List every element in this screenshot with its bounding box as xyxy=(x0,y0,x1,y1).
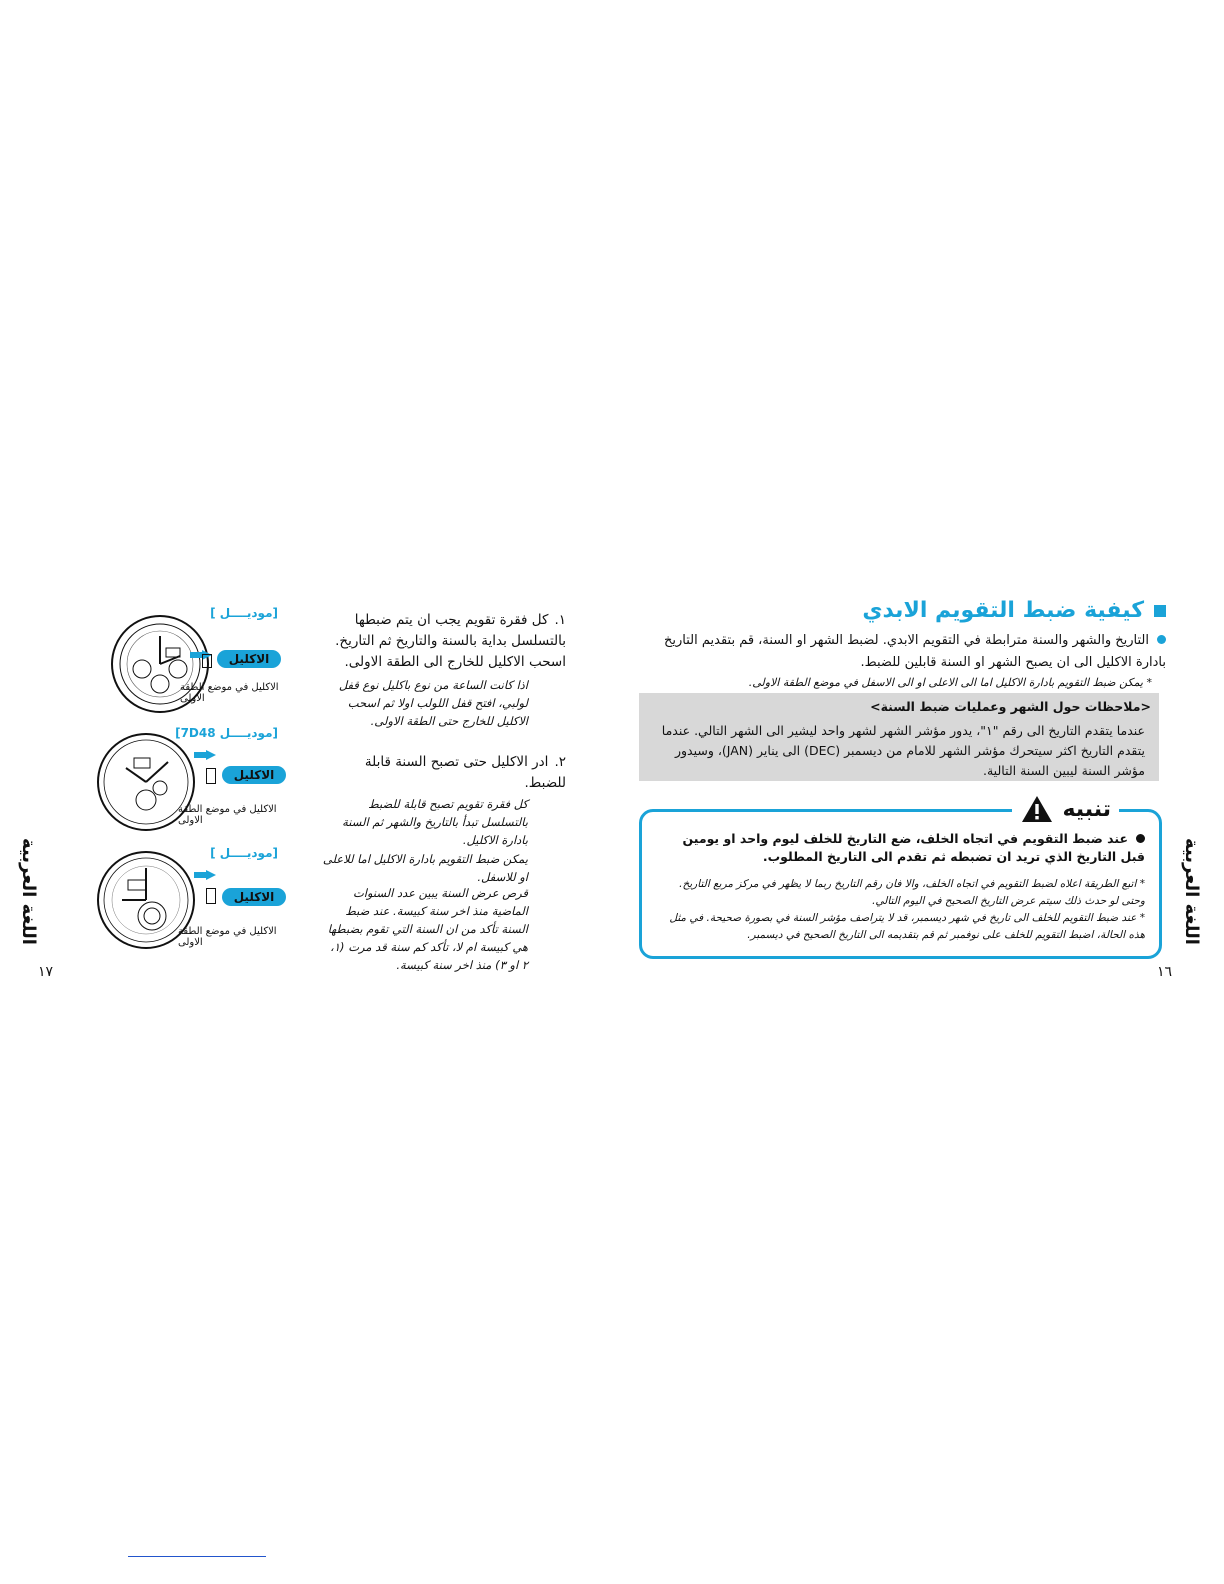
bullet-icon xyxy=(1157,635,1166,644)
step-1-number: ١. xyxy=(554,612,566,628)
caution-note-2: * عند ضبط التقويم للخلف الى تاريخ في شهر ديسمبر، قد لا يتراصف مؤشر السنة في بصورة صحيحة. في مثل هذه الحالة، اضبط التقويم للخلف على نوفمبر ثم قم بتقديمه الى التاريخ الصحيح في ديسمبر. xyxy=(669,912,1145,941)
crown-icon xyxy=(206,768,216,784)
step-2-text: ادر الاكليل حتى تصبح السنة قابلة للضبط. xyxy=(364,754,566,791)
step-2 xyxy=(322,752,566,794)
side-language-label-left: اللغة العربية xyxy=(18,838,39,945)
warning-triangle-icon xyxy=(1020,794,1054,824)
page-number-right: ١٦ xyxy=(1157,964,1173,980)
step-2-note-3: قرص عرض السنة يبين عدد السنوات الماضية منذ اخر سنة كبيسة. عند ضبط السنة تأكد من ان السنة التي تقوم بضبطها هي كبيسة ام لا، تأكد كم سنة قد مرت (١، ٢ او ٣) منذ اخر سنة كبيسة. xyxy=(327,886,528,972)
watch-diagram-2 xyxy=(82,726,292,836)
crown-icon xyxy=(202,654,212,668)
step-2-note-1: كل فقرة تقويم تصبح قابلة للضبط بالتسلسل تبدأ بالتاريخ والشهر ثم السنة بادارة الاكليل. xyxy=(342,797,528,847)
caution-title: تنبيه xyxy=(1062,796,1111,822)
step-1-note: اذا كانت الساعة من نوع باكليل نوع قفل لولبي، افتح قفل اللولب اولا ثم اسحب الاكليل للخارج حتى الطقة الاولى. xyxy=(338,678,528,728)
notes-box xyxy=(639,693,1159,781)
crown-label: الاكليل xyxy=(217,650,281,668)
pull-arrow-icon xyxy=(194,750,216,760)
step-2-note-2: يمكن ضبط التقويم بادارة الاكليل اما للاعلى او للاسفل. xyxy=(322,852,528,884)
step-1-text: كل فقرة تقويم يجب ان يتم ضبطها بالتسلسل بداية بالسنة والتاريخ ثم التاريخ. اسحب الاكليل للخارج الى الطقة الاولى. xyxy=(335,612,566,670)
intro-note: * يمكن ضبط التقويم بادارة الاكليل اما الى الاعلى او الى الاسفل في موضع الطقة الاولى. xyxy=(748,676,1152,689)
crown-caption: الاكليل في موضع الطقة الاولى xyxy=(178,926,277,948)
crown-icon xyxy=(206,888,216,904)
model-label: [موديــــل 7D48] xyxy=(175,726,278,740)
caution-note-1: * اتبع الطريقة اعلاه لضبط التقويم في اتجاه الخلف، والا فان رقم التاريخ ربما لا يظهر في مركز مربع التاريخ. وحتى لو حدث ذلك سيتم عرض التاريخ الصحيح في اليوم التالي. xyxy=(679,878,1145,907)
model-label: [موديــــل ] xyxy=(210,606,278,620)
notes-title: <ملاحظات حول الشهر وعمليات ضبط السنة> xyxy=(870,699,1151,714)
pull-arrow-icon xyxy=(194,870,216,880)
watch-diagram-3 xyxy=(82,846,292,956)
step-1 xyxy=(322,610,566,673)
title-square-icon xyxy=(1154,605,1166,617)
section-title xyxy=(766,598,1166,628)
crown-label: الاكليل xyxy=(222,766,286,784)
watch-diagram-1 xyxy=(82,606,292,716)
crown-caption: الاكليل في موضع الطقة الاولى xyxy=(178,804,277,826)
intro-text: التاريخ والشهر والسنة مترابطة في التقويم الابدي. لضبط الشهر او السنة، قم بتقديم التاريخ بادارة الاكليل الى ان يصبح الشهر او السنة قابلين للضبط. xyxy=(663,633,1166,670)
crown-label: الاكليل xyxy=(222,888,286,906)
step-2-number: ٢. xyxy=(554,754,566,770)
bottom-underline xyxy=(128,1556,266,1557)
caution-box xyxy=(639,796,1162,959)
page-number-left: ١٧ xyxy=(38,964,54,980)
intro-paragraph xyxy=(661,630,1166,674)
model-label: [موديــــل ] xyxy=(210,846,278,860)
section-title-text: كيفية ضبط التقويم الابدي xyxy=(862,598,1144,623)
bullet-icon xyxy=(1136,834,1145,843)
caution-body xyxy=(675,830,1145,866)
caution-body-text: عند ضبط التقويم في اتجاه الخلف، ضع التاريخ للخلف ليوم واحد او يومين قبل التاريخ الذي تريد ان تضبطه ثم تقدم الى التاريخ المطلوب. xyxy=(682,831,1145,864)
caution-header xyxy=(1012,794,1119,824)
side-language-label-right: اللغة العربية xyxy=(1181,838,1202,945)
notes-body: عندما يتقدم التاريخ الى رقم "١"، يدور مؤشر الشهر لشهر واحد ليشير الى الشهر التالي. عندما يتقدم التاريخ اكثر سيتحرك مؤشر الشهر للامام من ديسمبر (DEC) الى يناير (JAN)، وسيدور مؤشر السنة ليبين السنة التالية. xyxy=(661,723,1145,778)
crown-caption: الاكليل في موضع الطقة الاولى xyxy=(180,682,279,704)
